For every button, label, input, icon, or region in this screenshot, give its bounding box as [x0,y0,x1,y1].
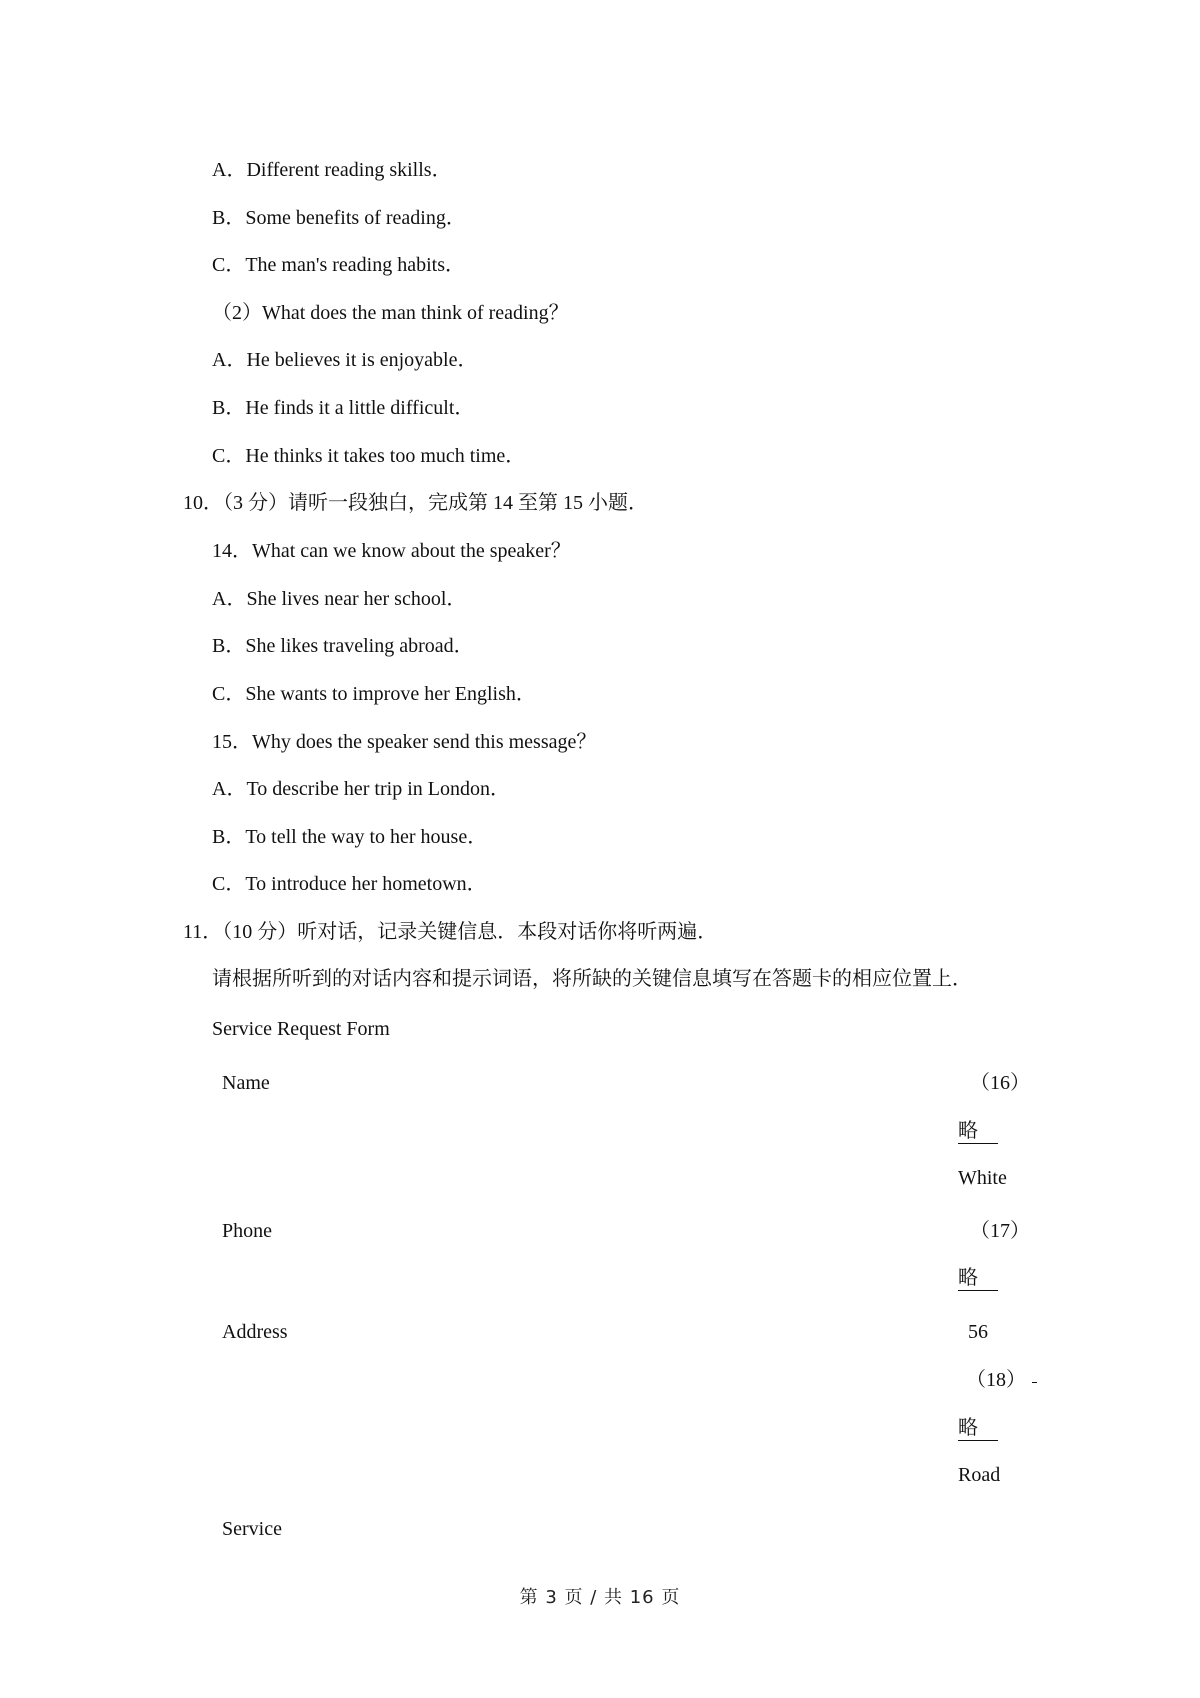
option-b-abroad: B．She likes traveling abroad． [212,635,474,657]
option-b-reading-benefits: B．Some benefits of reading． [212,207,466,229]
form-label-name: Name [222,1072,270,1094]
option-c-english: C．She wants to improve her English． [212,683,536,705]
option-a-london: A．To describe her trip in London． [212,778,510,800]
option-b-difficult: B．He finds it a little difficult． [212,397,475,419]
blank-18-number: （18） [966,1368,1037,1392]
blank-16-answer: 略 [958,1119,998,1144]
option-b-house: B．To tell the way to her house． [212,826,488,848]
blank-17-number: （17） [970,1220,1030,1242]
option-a-school: A．She lives near her school． [212,588,467,610]
option-a-enjoyable: A．He believes it is enjoyable． [212,349,478,371]
blank-16-number: （16） [970,1072,1030,1094]
question-2: （2）What does the man think of reading？ [212,302,569,324]
form-label-address: Address [222,1321,288,1343]
option-a-reading-skills: A．Different reading skills． [212,159,452,181]
question-14: 14．What can we know about the speaker？ [212,540,571,562]
form-title: Service Request Form [212,1018,390,1040]
form-label-phone: Phone [222,1220,272,1242]
option-c-hometown: C．To introduce her hometown． [212,873,487,895]
option-c-reading-habits: C．The man's reading habits． [212,254,465,276]
option-c-time: C．He thinks it takes too much time． [212,445,526,467]
name-value-white: White [958,1167,1007,1189]
question-11-heading: 11．（10 分）听对话，记录关键信息．本段对话你将听两遍． [183,921,718,943]
blank-18-answer: 略 [958,1416,998,1441]
blank-dash [1032,1368,1037,1383]
question-11-instruction: 请根据所听到的对话内容和提示词语，将所缺的关键信息填写在答题卡的相应位置上． [212,968,972,990]
question-15: 15．Why does the speaker send this message？ [212,731,597,753]
page-footer: 第 3 页 / 共 16 页 [519,1587,681,1608]
blank-17-answer: 略 [958,1266,998,1291]
form-label-service: Service [222,1518,282,1540]
question-10-heading: 10．（3 分）请听一段独白，完成第 14 至第 15 小题． [183,492,648,514]
address-road: Road [958,1464,1001,1486]
address-number: 56 [968,1321,988,1343]
